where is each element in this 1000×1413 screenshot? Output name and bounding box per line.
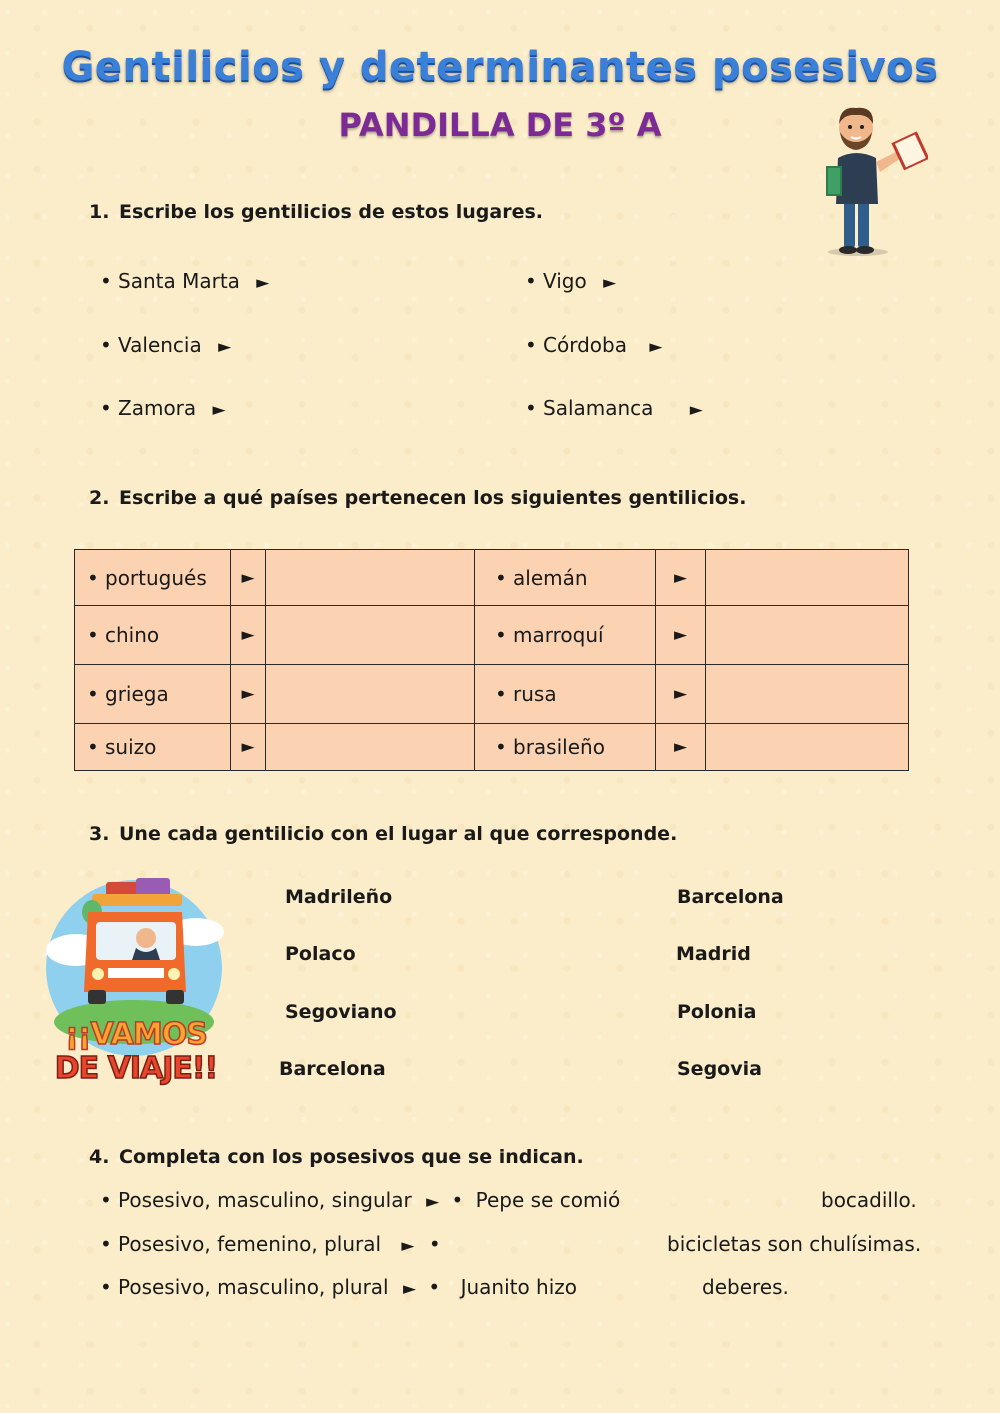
bullet: • xyxy=(100,1275,112,1299)
bullet: • xyxy=(495,623,507,647)
table-cell xyxy=(475,665,656,724)
posesivo-label: Posesivo, masculino, singular xyxy=(118,1188,412,1212)
bullet: • xyxy=(495,565,507,590)
section-1-heading-text: Escribe los gentilicios de estos lugares. xyxy=(119,201,544,223)
gentilicio: portugués xyxy=(105,565,207,590)
answer-cell[interactable] xyxy=(706,724,909,771)
section-3-heading-text: Une cada gentilicio con el lugar al que corresponde. xyxy=(119,823,678,845)
arrow-icon: ► xyxy=(603,273,617,293)
travel-logo-text xyxy=(36,1018,236,1086)
sentence-end: deberes. xyxy=(702,1275,789,1299)
place-name: Salamanca xyxy=(543,396,654,420)
section-number: 1. xyxy=(89,201,110,223)
match-right-item[interactable]: Barcelona xyxy=(677,886,784,908)
logo-line-1: ¡¡VAMOS xyxy=(65,1017,207,1052)
list-item xyxy=(525,333,662,357)
answer-cell[interactable] xyxy=(266,550,475,606)
section-number: 2. xyxy=(89,487,110,509)
bullet: • xyxy=(428,1232,441,1256)
section-3-heading xyxy=(89,823,677,845)
posesivo-line xyxy=(100,1232,441,1256)
bullet: • xyxy=(525,269,537,293)
posesivo-line xyxy=(100,1275,577,1299)
sentence-end: bicicletas son chulísimas. xyxy=(667,1232,922,1256)
match-left-item[interactable]: Barcelona xyxy=(279,1058,386,1080)
arrow-icon: ► xyxy=(656,665,706,724)
answer-cell[interactable] xyxy=(266,606,475,665)
logo-line-2: DE VIAJE!! xyxy=(54,1051,218,1086)
table-row xyxy=(75,606,909,665)
list-item xyxy=(525,269,616,293)
arrow-icon: ► xyxy=(649,337,663,357)
bullet: • xyxy=(525,396,537,420)
answer-cell[interactable] xyxy=(266,665,475,724)
page-subtitle: PANDILLA DE 3º A xyxy=(338,106,662,144)
match-left-item[interactable]: Madrileño xyxy=(285,886,393,908)
bullet: • xyxy=(87,735,99,759)
arrow-icon: ► xyxy=(231,550,266,606)
section-number: 3. xyxy=(89,823,110,845)
arrow-icon: ► xyxy=(231,665,266,724)
gentilicio: alemán xyxy=(513,565,588,590)
arrow-icon: ► xyxy=(212,400,226,420)
bullet: • xyxy=(87,565,99,590)
bullet: • xyxy=(100,333,112,357)
section-2-heading xyxy=(89,487,746,509)
sentence-start: Pepe se comió xyxy=(475,1188,621,1212)
answer-cell[interactable] xyxy=(266,724,475,771)
table-cell xyxy=(75,550,231,606)
table-cell xyxy=(75,724,231,771)
bullet: • xyxy=(100,1188,112,1212)
arrow-icon: ► xyxy=(256,273,270,293)
match-left-item[interactable]: Polaco xyxy=(285,943,356,965)
gentilicio: griega xyxy=(105,682,169,706)
list-item xyxy=(525,396,703,420)
answer-cell[interactable] xyxy=(706,550,909,606)
bullet: • xyxy=(100,269,112,293)
table-row xyxy=(75,665,909,724)
bullet: • xyxy=(525,333,537,357)
place-name: Vigo xyxy=(543,269,587,293)
gentilicio: suizo xyxy=(105,735,157,759)
posesivo-label: Posesivo, masculino, plural xyxy=(118,1275,389,1299)
answer-cell[interactable] xyxy=(706,606,909,665)
table-cell xyxy=(475,550,656,606)
sentence-start: Juanito hizo xyxy=(460,1275,578,1299)
table-row xyxy=(75,550,909,606)
arrow-icon: ► xyxy=(218,337,232,357)
gentilicios-table xyxy=(74,549,909,771)
gentilicio: marroquí xyxy=(513,623,604,647)
posesivo-line xyxy=(100,1188,620,1212)
posesivo-label: Posesivo, femenino, plural xyxy=(118,1232,382,1256)
match-right-item[interactable]: Madrid xyxy=(676,943,751,965)
sentence-end: bocadillo. xyxy=(821,1188,917,1212)
table-cell xyxy=(75,606,231,665)
section-number: 4. xyxy=(89,1146,110,1168)
arrow-icon: ► xyxy=(689,400,703,420)
bullet: • xyxy=(87,682,99,706)
section-4-heading-text: Completa con los posesivos que se indican. xyxy=(119,1146,584,1168)
arrow-icon: ► xyxy=(656,724,706,771)
table-cell xyxy=(475,724,656,771)
gentilicio: brasileño xyxy=(513,735,605,759)
section-1-heading xyxy=(89,201,543,223)
list-item xyxy=(100,269,269,293)
bullet: • xyxy=(100,1232,112,1256)
match-right-item[interactable]: Segovia xyxy=(677,1058,762,1080)
bullet: • xyxy=(87,623,99,647)
arrow-icon: ► xyxy=(231,724,266,771)
list-item xyxy=(100,333,231,357)
match-right-item[interactable]: Polonia xyxy=(677,1001,757,1023)
bullet: • xyxy=(428,1275,441,1299)
table-row xyxy=(75,724,909,771)
place-name: Córdoba xyxy=(543,333,627,357)
arrow-icon: ► xyxy=(426,1192,440,1212)
section-2-heading-text: Escribe a qué países pertenecen los siguientes gentilicios. xyxy=(119,487,747,509)
arrow-icon: ► xyxy=(656,550,706,606)
bullet: • xyxy=(495,682,507,706)
bullet: • xyxy=(495,735,507,759)
arrow-icon: ► xyxy=(656,606,706,665)
section-4-heading xyxy=(89,1146,584,1168)
arrow-icon: ► xyxy=(401,1236,415,1256)
place-name: Valencia xyxy=(118,333,202,357)
place-name: Zamora xyxy=(118,396,197,420)
bullet: • xyxy=(451,1188,464,1212)
page-title: Gentilicios y determinantes posesivos xyxy=(61,44,939,90)
place-name: Santa Marta xyxy=(118,269,240,293)
arrow-icon: ► xyxy=(402,1279,417,1299)
teacher-avatar xyxy=(818,100,928,258)
arrow-icon: ► xyxy=(231,606,266,665)
list-item xyxy=(100,396,226,420)
table-cell xyxy=(475,606,656,665)
gentilicio: chino xyxy=(105,623,160,647)
bullet: • xyxy=(100,396,112,420)
table-cell xyxy=(75,665,231,724)
answer-cell[interactable] xyxy=(706,665,909,724)
gentilicio: rusa xyxy=(513,682,557,706)
match-left-item[interactable]: Segoviano xyxy=(285,1001,397,1023)
